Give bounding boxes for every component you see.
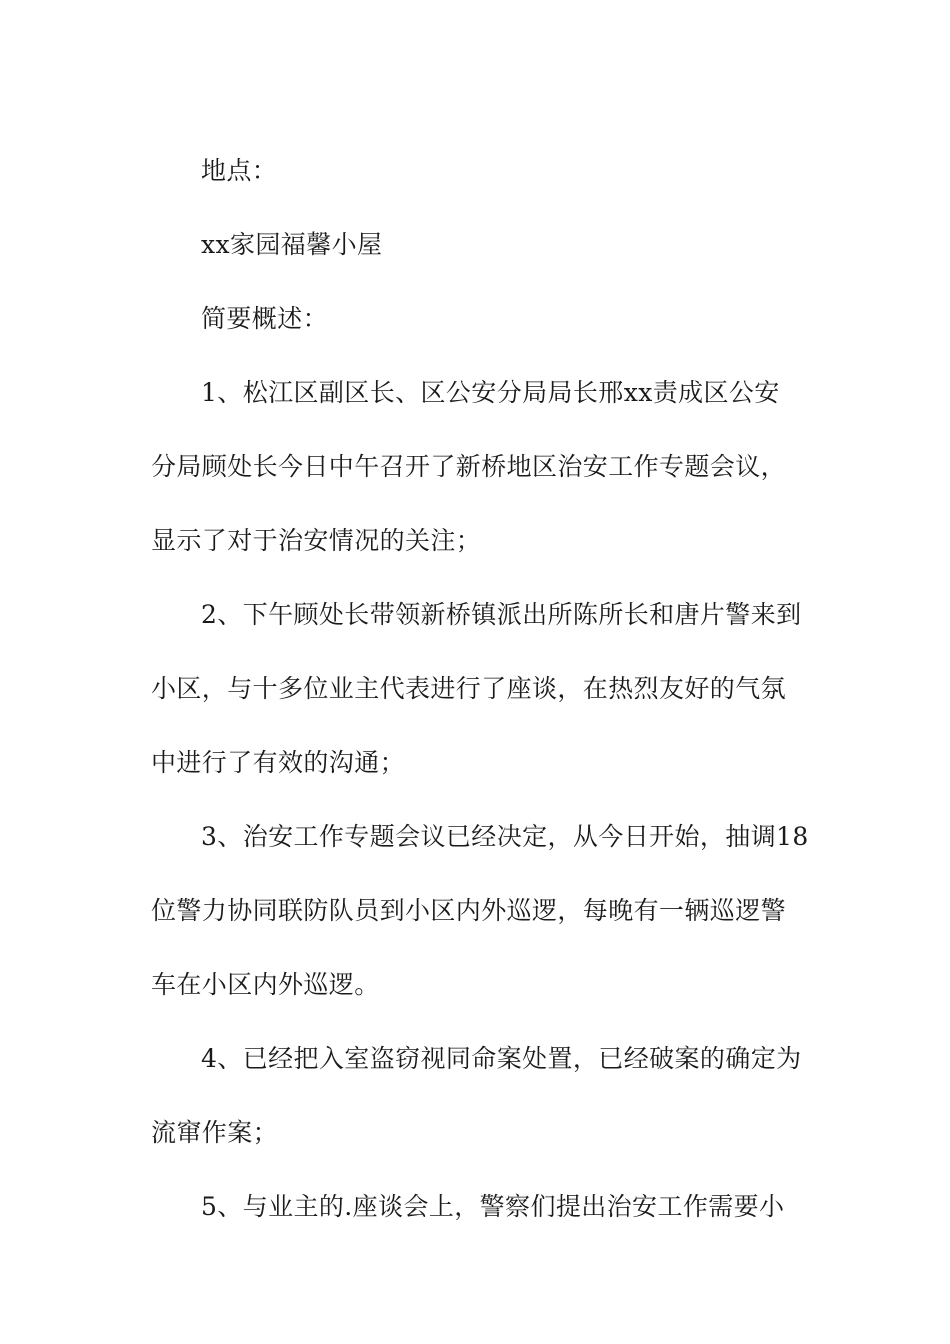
paragraph-item-3-line-1: 3、治安工作专题会议已经决定，从今日开始，抽调18 (201, 822, 809, 851)
paragraph-item-3-line-3: 车在小区内外巡逻。 (151, 970, 380, 999)
paragraph-item-2-line-2: 小区，与十多位业主代表进行了座谈，在热烈友好的气氛 (151, 674, 787, 703)
paragraph-summary-label: 简要概述： (201, 304, 329, 333)
paragraph-item-1-line-2: 分局顾处长今日中午召开了新桥地区治安工作专题会议， (151, 452, 787, 481)
paragraph-item-1-line-1: 1、松江区副区长、区公安分局局长邢xx责成区公安 (201, 378, 780, 407)
paragraph-item-3-line-2: 位警力协同联防队员到小区内外巡逻，每晚有一辆巡逻警 (151, 896, 787, 925)
paragraph-item-4-line-1: 4、已经把入室盗窃视同命案处置，已经破案的确定为 (201, 1044, 802, 1073)
paragraph-item-4-line-2: 流窜作案； (151, 1118, 279, 1147)
paragraph-location-label: 地点： (201, 156, 278, 185)
paragraph-item-2-line-3: 中进行了有效的沟通； (151, 748, 406, 777)
document-body (151, 134, 811, 1244)
paragraph-item-2-line-1: 2、下午顾处长带领新桥镇派出所陈所长和唐片警来到 (201, 600, 802, 629)
paragraph-item-5-line-1: 5、与业主的.座谈会上，警察们提出治安工作需要小 (201, 1192, 785, 1221)
paragraph-item-1-line-3: 显示了对于治安情况的关注； (151, 526, 482, 555)
paragraph-location-value: xx家园福馨小屋 (201, 230, 383, 259)
